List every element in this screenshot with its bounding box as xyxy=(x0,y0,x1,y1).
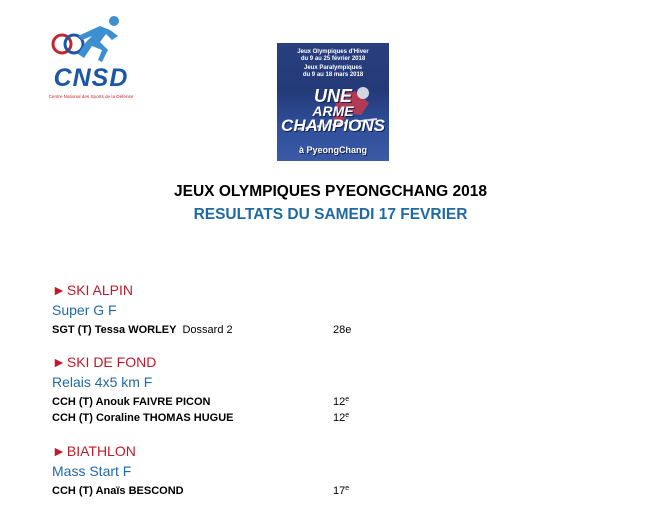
result-row xyxy=(52,485,184,497)
rank-value: 28e xyxy=(333,324,352,336)
poster-line-3: Jeux Paralympiques xyxy=(303,65,363,71)
sport-label: SKI DE FOND xyxy=(66,354,157,370)
poster-slogan-1: UNE xyxy=(313,86,352,106)
result-rank xyxy=(333,412,349,424)
result-rank xyxy=(333,324,351,336)
cnsd-logo xyxy=(48,14,134,106)
page-title: JEUX OLYMPIQUES PYEONGCHANG 2018 xyxy=(174,183,487,200)
athlete-name: CCH (T) Anouk FAIVRE PICON xyxy=(52,396,211,408)
athlete-name: SGT (T) Tessa WORLEY xyxy=(52,324,177,336)
result-row xyxy=(52,324,233,336)
event-label: Mass Start F xyxy=(52,463,132,479)
poster-slogan-2: ARME xyxy=(312,103,354,119)
rank-value: 12 xyxy=(333,412,346,424)
page-subtitle: RESULTATS DU SAMEDI 17 FEVRIER xyxy=(193,206,468,223)
section-sport-ski-de-fond xyxy=(52,354,156,370)
athlete-note: Dossard 2 xyxy=(182,324,233,336)
poster-slogan-3: CHAMPIONS xyxy=(281,116,385,135)
rank-value: 12 xyxy=(333,396,346,408)
result-row xyxy=(52,396,210,408)
rank-value: 17 xyxy=(333,485,346,497)
sport-label: BIATHLON xyxy=(66,443,136,459)
logo-subtitle: Centre National des Sports de la Défense xyxy=(48,94,134,99)
sport-label: SKI ALPIN xyxy=(66,282,134,298)
event-label: Relais 4x5 km F xyxy=(52,374,153,390)
event-label: Super G F xyxy=(52,302,117,318)
runner-icon xyxy=(48,14,134,66)
logo-brand: CNSD xyxy=(53,64,129,92)
athlete-name: CCH (T) Coraline THOMAS HUGUE xyxy=(52,412,234,424)
athlete-name: CCH (T) Anaïs BESCOND xyxy=(52,485,184,497)
poster-line-2: du 9 au 25 février 2018 xyxy=(300,56,366,62)
triangle-bullet-icon: ► xyxy=(52,354,66,370)
rank-suffix: e xyxy=(345,412,350,419)
poster-footer: à PyeongChang xyxy=(298,145,367,155)
rank-suffix: e xyxy=(345,396,350,403)
result-rank xyxy=(333,396,349,408)
result-rank xyxy=(333,485,349,497)
rank-suffix: e xyxy=(345,485,350,492)
section-sport-biathlon xyxy=(52,443,136,459)
result-row xyxy=(52,412,234,424)
olympics-poster xyxy=(277,43,389,161)
triangle-bullet-icon: ► xyxy=(52,443,66,459)
triangle-bullet-icon: ► xyxy=(52,282,66,298)
poster-line-1: Jeux Olympiques d'Hiver xyxy=(297,49,369,55)
section-sport-ski-alpin xyxy=(52,282,133,298)
poster-line-4: du 9 au 18 mars 2018 xyxy=(302,72,364,78)
